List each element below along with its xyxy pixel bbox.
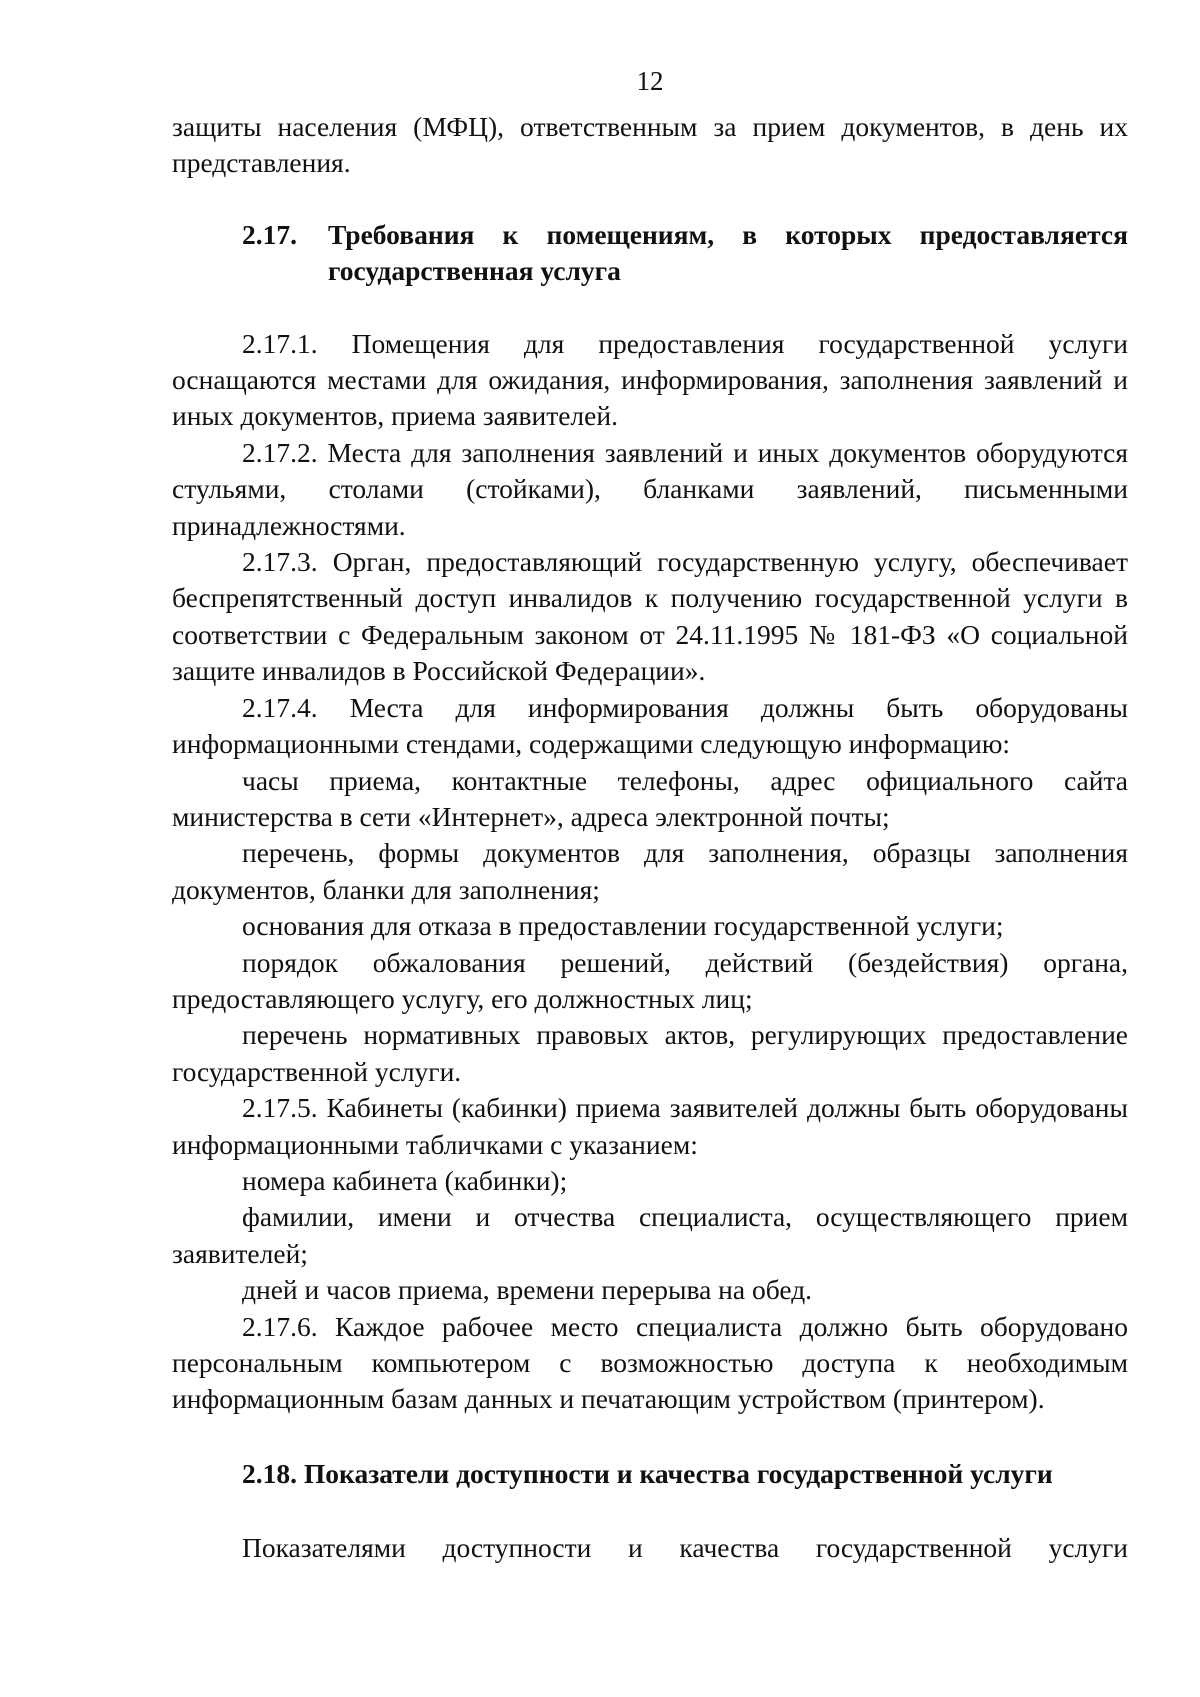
paragraph-2-17-3: 2.17.3. Орган, предоставляющий государственную услугу, обеспечивает беспрепятственный доступ инвалидов к получению государственной услуги в соответствии с Федеральным законом от 24.11.1995 № 181-ФЗ «О социальной защите инвалидов в Российской Федерации». (172, 546, 1128, 687)
list-item: дней и часов приема, времени перерыва на обед. (242, 1274, 813, 1306)
paragraph-2-17-5: 2.17.5. Кабинеты (кабинки) приема заявителей должны быть оборудованы информационными табличками с указанием: (172, 1092, 1128, 1160)
list-item: основания для отказа в предоставлении государственной услуги; (242, 910, 1004, 942)
section-title (328, 217, 1128, 290)
section-heading-2-17 (172, 217, 1128, 290)
paragraph-2-17-4: 2.17.4. Места для информирования должны быть оборудованы информационными стендами, содержащими следующую информацию: (172, 691, 1128, 760)
list-item: фамилии, имени и отчества специалиста, осуществляющего прием заявителей; (172, 1201, 1128, 1269)
document-body (172, 109, 1128, 1567)
paragraph-2-17-1: 2.17.1. Помещения для предоставления государственной услуги оснащаются местами для ожидания, информирования, заполнения заявлений и иных документов, приема заявителей. (172, 327, 1128, 432)
section-title-line-2: государственная услуга (328, 255, 621, 287)
section-title-line-1: Требования к помещениям, в которых предоставляется (328, 218, 1128, 250)
section-heading-2-18: 2.18. Показатели доступности и качества государственной услуги (242, 1457, 1053, 1489)
section-number: 2.17. (242, 218, 297, 250)
paragraph-continuation: защиты населения (МФЦ), ответственным за прием документов, в день их представления. (172, 111, 1128, 179)
list-item: часы приема, контактные телефоны, адрес официального сайта министерства в сети «Интернет», адреса электронной почты; (172, 764, 1128, 832)
list-item: номера кабинета (кабинки); (242, 1164, 568, 1196)
paragraph-2-17-2: 2.17.2. Места для заполнения заявлений и иных документов оборудуются стульями, столами (стойками), бланками заявлений, письменными принадлежностями. (172, 436, 1128, 541)
list-item: перечень нормативных правовых актов, регулирующих предоставление государственной услуги. (172, 1019, 1128, 1087)
page-number: 12 (636, 66, 664, 96)
paragraph-2-17-6: 2.17.6. Каждое рабочее место специалиста должно быть оборудовано персональным компьютером с возможностью доступа к необходимым информационным базам данных и печатающим устройством (принтером). (172, 1310, 1128, 1415)
list-item: перечень, формы документов для заполнения, образцы заполнения документов, бланки для заполнения; (172, 837, 1128, 905)
list-item: порядок обжалования решений, действий (бездействия) органа, предоставляющего услугу, его должностных лиц; (172, 946, 1128, 1014)
paragraph-last: Показателями доступности и качества государственной услуги (242, 1532, 1128, 1564)
